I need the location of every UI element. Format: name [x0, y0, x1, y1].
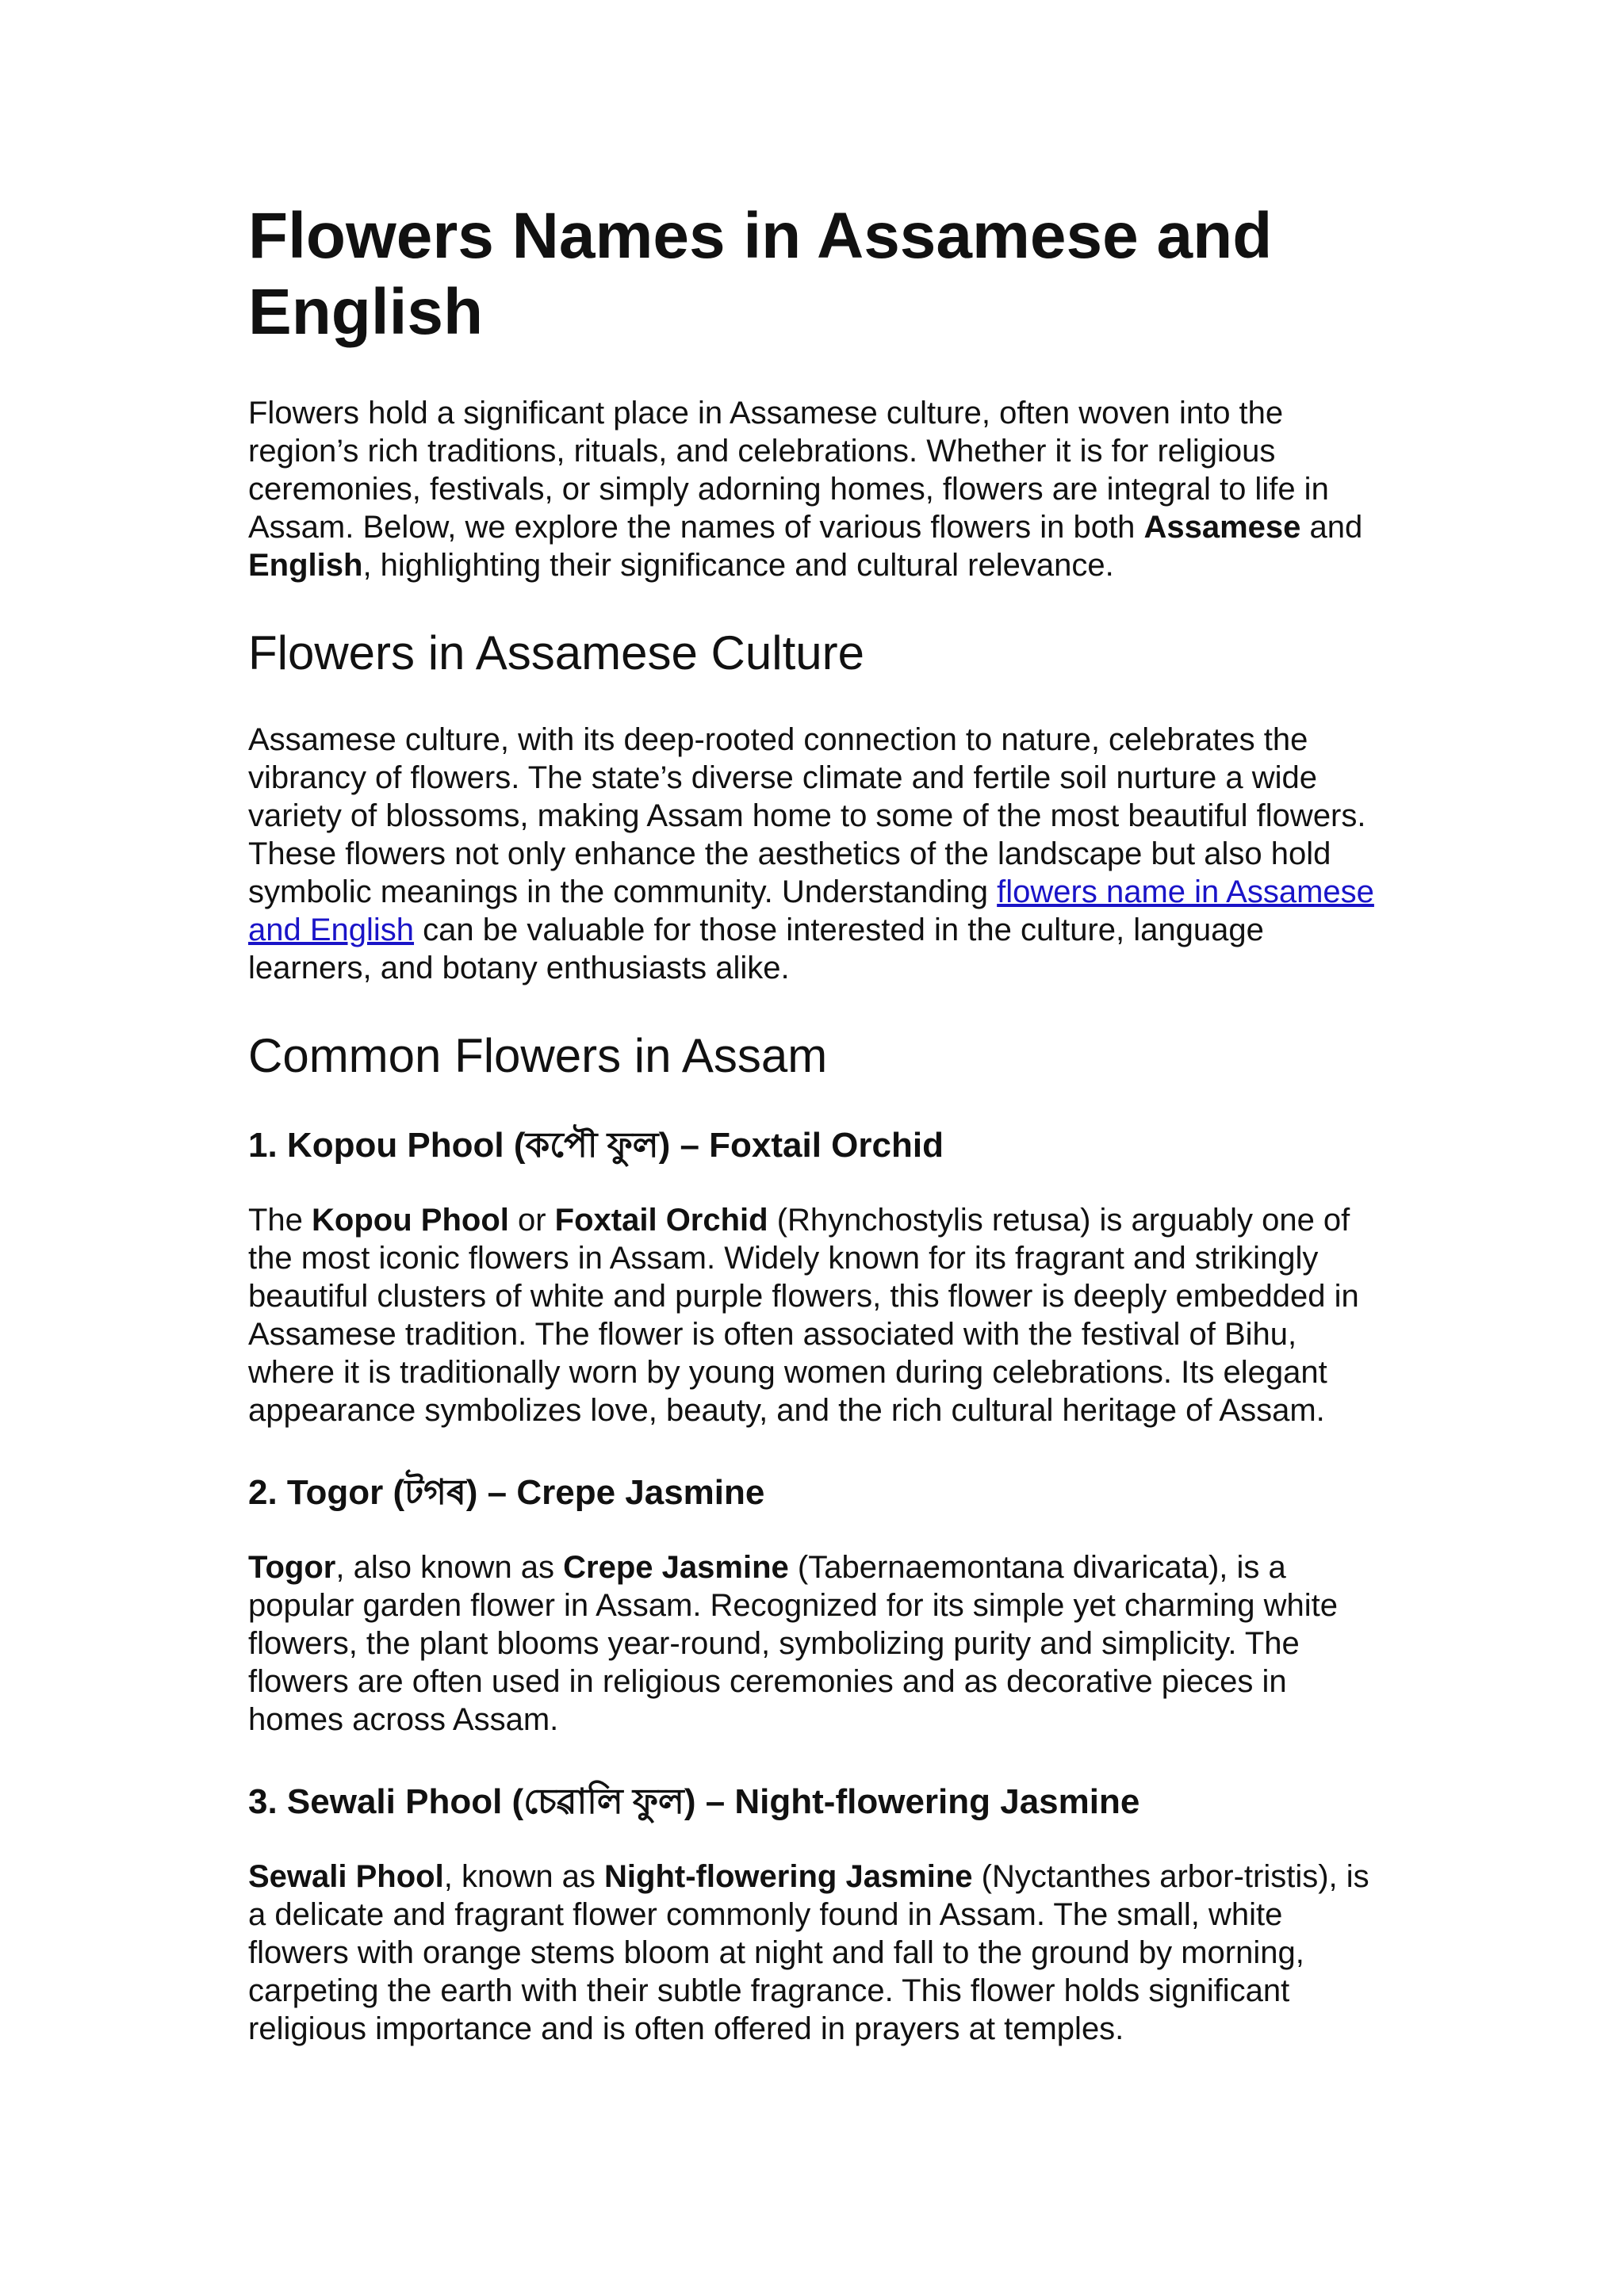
flower-paragraph-sewali — [248, 1858, 1390, 2048]
intro-text-1: Flowers hold a significant place in Assamese culture, often woven into the region’s rich traditions, rituals, and celebrations. Whether it is for religious ceremonies, festivals, or simply adorning homes, flowers are integral to life in Assam. Below, we explore the names of various flowers in both — [248, 396, 1329, 545]
culture-text-2: can be valuable for those interested in the culture, language learners, and botany enthusiasts alike. — [248, 913, 1264, 985]
kopou-text-3: (Rhynchostylis retusa) is arguably one of the most iconic flowers in Assam. Widely known for its fragrant and strikingly beautiful clusters of white and purple flowers, this flower is deeply embedded in Assamese tradition. The flower is often associated with the festival of Bihu, where it is traditionally worn by young women during celebrations. Its elegant appearance symbolizes love, beauty, and the rich cultural heritage of Assam. — [248, 1203, 1359, 1428]
togor-text-1: , also known as — [335, 1550, 564, 1585]
sewali-bold-2: Night-flowering Jasmine — [604, 1859, 973, 1894]
intro-bold-english: English — [248, 548, 363, 583]
section-heading-culture: Flowers in Assamese Culture — [248, 626, 864, 679]
culture-paragraph — [248, 721, 1390, 987]
flower-heading-togor: 2. Togor (টগৰ) – Crepe Jasmine — [248, 1473, 765, 1512]
togor-text-2: (Tabernaemontana divaricata), is a popular garden flower in Assam. Recognized for its simple yet charming white flowers, the plant blooms year-round, symbolizing purity and simplicity. The flowers are often used in religious ceremonies and as decorative pieces in homes across Assam. — [248, 1550, 1338, 1737]
sewali-text-2: (Nyctanthes arbor-tristis), is a delicate and fragrant flower commonly found in Assam. The small, white flowers with orange stems bloom at night and fall to the ground by morning, carpeting the earth with their subtle fragrance. This flower holds significant religious importance and is often offered in prayers at temples. — [248, 1859, 1369, 2046]
page-title: Flowers Names in Assamese and English — [248, 200, 1273, 348]
kopou-text-2: or — [508, 1203, 555, 1238]
sewali-text-1: , known as — [443, 1859, 605, 1894]
togor-bold-2: Crepe Jasmine — [563, 1550, 789, 1585]
flowers-name-link[interactable]: flowers name in Assamese and English — [248, 874, 1374, 947]
intro-text-3: , highlighting their significance and cultural relevance. — [362, 548, 1114, 583]
flower-paragraph-togor — [248, 1548, 1390, 1739]
flower-heading-sewali: 3. Sewali Phool (চেৱালি ফুল) – Night-flowering Jasmine — [248, 1782, 1140, 1821]
flower-heading-kopou: 1. Kopou Phool (কপৌ ফুল) – Foxtail Orchid — [248, 1126, 944, 1165]
section-heading-common-flowers: Common Flowers in Assam — [248, 1029, 828, 1082]
intro-bold-assamese: Assamese — [1143, 510, 1301, 545]
kopou-bold-1: Kopou Phool — [312, 1203, 509, 1238]
document-page — [248, 198, 1390, 2048]
intro-text-2: and — [1300, 510, 1363, 545]
kopou-text-1: The — [248, 1203, 312, 1238]
intro-paragraph — [248, 394, 1390, 584]
flower-paragraph-kopou — [248, 1201, 1390, 1429]
togor-bold-1: Togor — [248, 1550, 336, 1585]
culture-text-1: Assamese culture, with its deep-rooted connection to nature, celebrates the vibrancy of flowers. The state’s diverse climate and fertile soil nurture a wide variety of blossoms, making Assam home to some of the most beautiful flowers. These flowers not only enhance the aesthetics of the landscape but also hold symbolic meanings in the community. Understanding — [248, 722, 1366, 909]
kopou-bold-2: Foxtail Orchid — [554, 1203, 768, 1238]
sewali-bold-1: Sewali Phool — [248, 1859, 444, 1894]
